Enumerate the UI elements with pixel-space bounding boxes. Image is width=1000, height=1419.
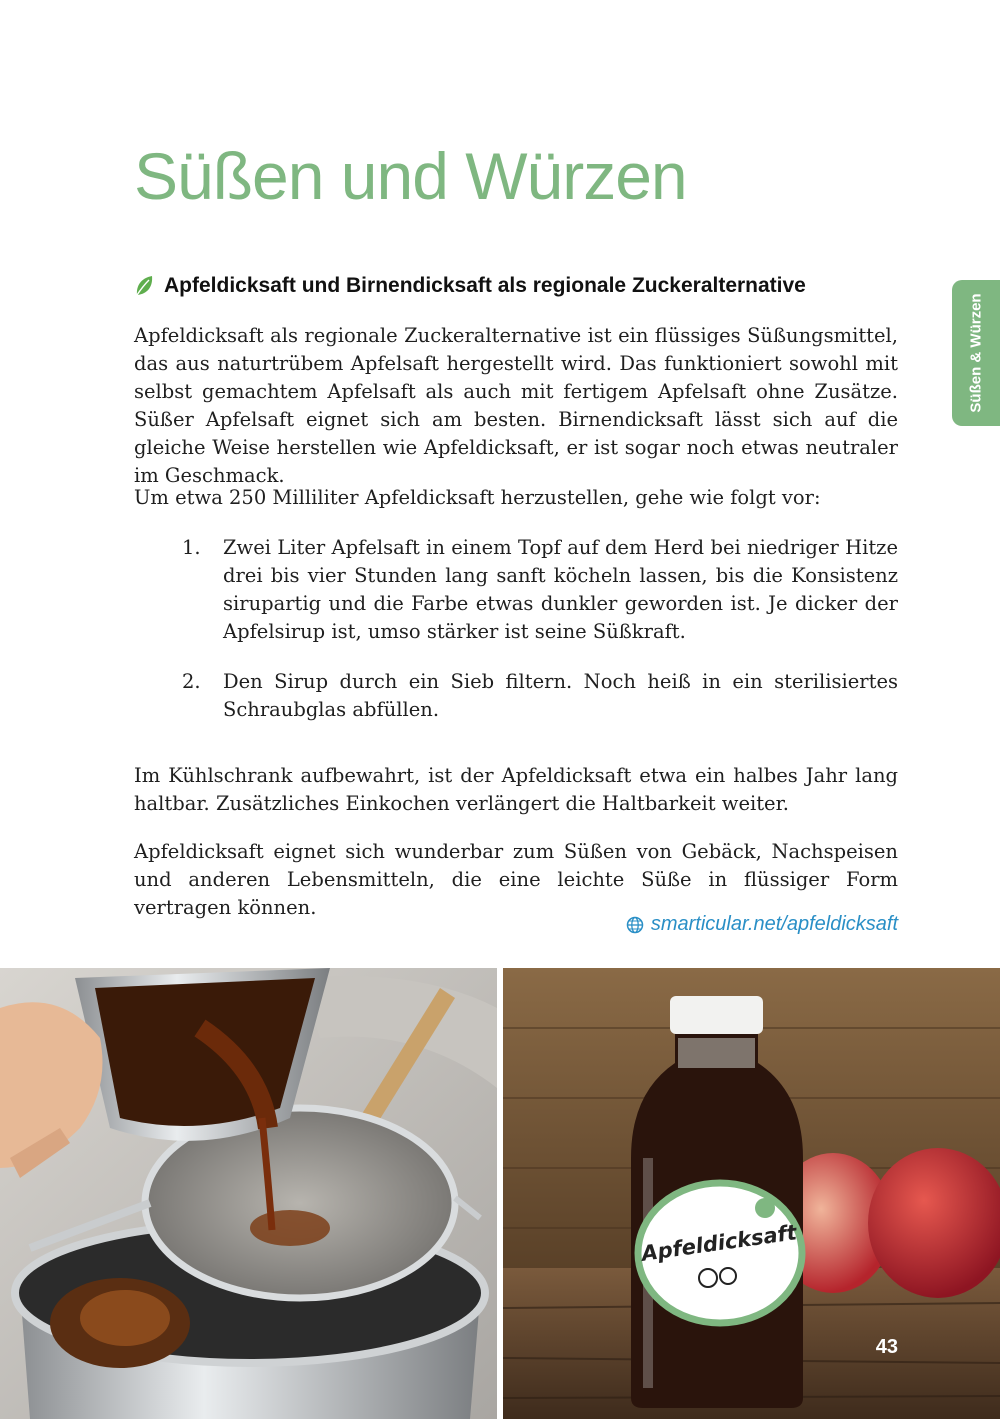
syrup-bottle-illustration (503, 968, 1000, 1419)
steps-list (134, 534, 898, 746)
leaf-icon (134, 275, 154, 297)
paragraph-instructions-intro: Um etwa 250 Milliliter Apfeldicksaft herzustellen, gehe wie folgt vor: (134, 486, 821, 509)
paragraph-usage: Apfeldicksaft eignet sich wunderbar zum Süßen von Gebäck, Nachspeisen und anderen Lebensmitteln, die eine leichte Süße in flüssiger Form vertragen können. (134, 840, 898, 919)
section-heading (134, 274, 914, 298)
photo-straining-syrup (0, 968, 497, 1419)
step-text: Zwei Liter Apfelsaft in einem Topf auf dem Herd bei niedriger Hitze drei bis vier Stunden lang sanft köcheln lassen, bis die Konsistenz sirupartig und die Farbe etwas dunkler geworden ist. Je dicker der Apfelsirup ist, umso stärker ist seine Süßkraft. (223, 536, 898, 643)
paragraph-storage: Im Kühlschrank aufbewahrt, ist der Apfeldicksaft etwa ein halbes Jahr lang haltbar. Zusätzliches Einkochen verlängert die Haltbarkeit weiter. (134, 764, 898, 815)
section-heading-text: Apfeldicksaft und Birnendicksaft als regionale Zuckeralternative (164, 274, 806, 297)
list-item (134, 534, 898, 646)
source-link-text: smarticular.net/apfeldicksaft (650, 913, 898, 935)
globe-icon (626, 916, 644, 934)
step-number: 2. (182, 670, 201, 693)
list-item (134, 668, 898, 724)
side-tab-section-marker[interactable] (952, 280, 1000, 426)
photo-syrup-bottle (503, 968, 1000, 1419)
bottle-label-text: Apfeldicksaft (639, 1220, 799, 1266)
step-text: Den Sirup durch ein Sieb filtern. Noch heiß in ein sterilisiertes Schraubglas abfüllen. (223, 670, 898, 721)
straining-syrup-illustration (0, 968, 497, 1419)
page-title: Süßen und Würzen (134, 139, 687, 213)
source-link[interactable] (626, 913, 898, 936)
step-number: 1. (182, 536, 201, 559)
paragraph-intro: Apfeldicksaft als regionale Zuckeralternative ist ein flüssiges Süßungsmittel, das aus naturtrübem Apfelsaft hergestellt wird. Das funktioniert sowohl mit selbst gemachtem Apfelsaft als auch mit fertigem Apfelsaft ohne Zusätze. Süßer Apfelsaft eignet sich am besten. Birnendicksaft lässt sich auf die gleiche Weise herstellen wie Apfeldicksaft, er ist sogar noch etwas neutraler im Geschmack. (134, 324, 898, 487)
page-number: 43 (875, 1336, 898, 1358)
side-tab-label: Süßen & Würzen (967, 293, 985, 413)
